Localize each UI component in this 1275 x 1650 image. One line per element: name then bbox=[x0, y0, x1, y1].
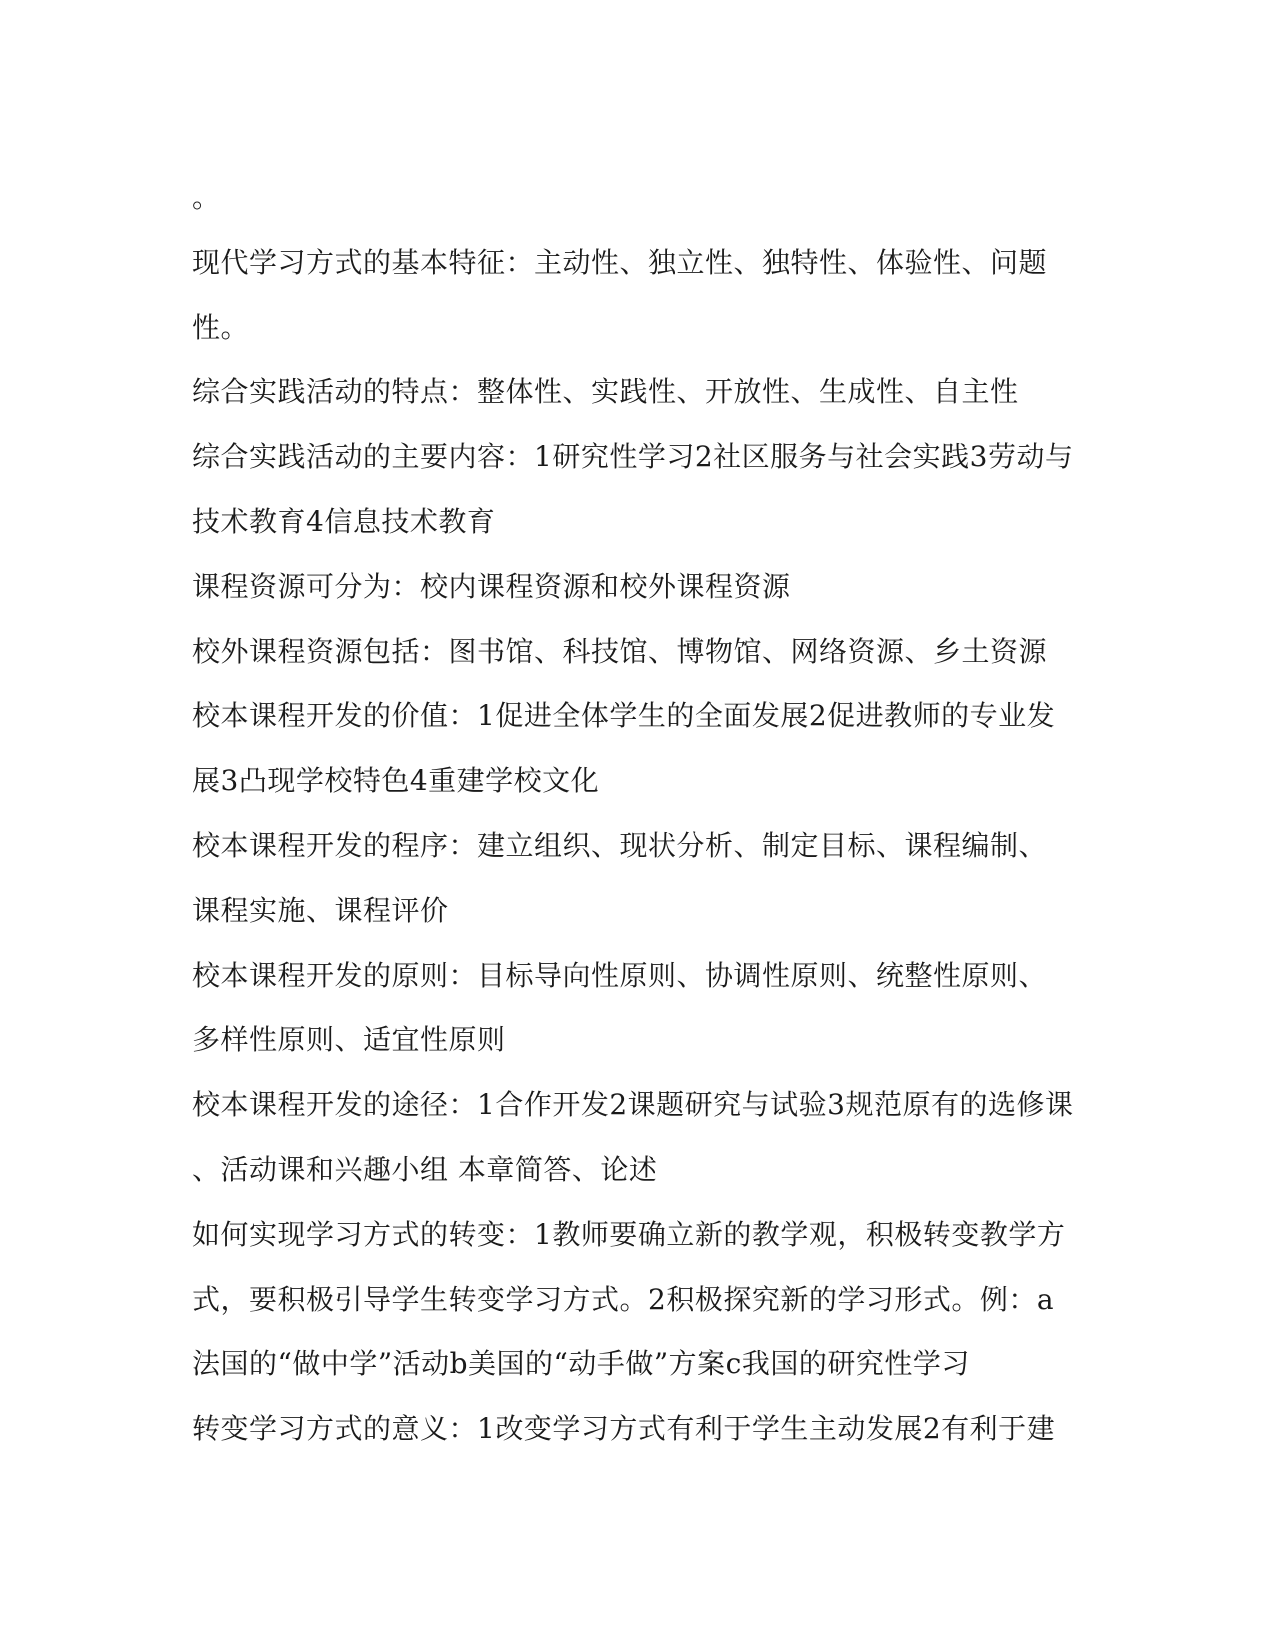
text-line: 。 bbox=[192, 181, 221, 214]
text-line: 校外课程资源包括：图书馆、科技馆、博物馆、网络资源、乡土资源 bbox=[192, 634, 1048, 668]
text-line: 技术教育4信息技术教育 bbox=[192, 504, 496, 538]
text-line: 式，要积极引导学生转变学习方式。2积极探究新的学习形式。例：a bbox=[192, 1282, 1055, 1316]
text-line: 如何实现学习方式的转变：1教师要确立新的教学观，积极转变教学方 bbox=[192, 1217, 1066, 1251]
text-line: 综合实践活动的主要内容：1研究性学习2社区服务与社会实践3劳动与 bbox=[192, 440, 1074, 474]
text-line: 、活动课和兴趣小组 本章简答、论述 bbox=[192, 1152, 658, 1186]
text-line: 性。 bbox=[192, 310, 250, 344]
text-line: 课程资源可分为：校内课程资源和校外课程资源 bbox=[192, 569, 791, 603]
text-line: 多样性原则、适宜性原则 bbox=[192, 1023, 506, 1057]
text-line: 校本课程开发的原则：目标导向性原则、协调性原则、统整性原则、 bbox=[192, 958, 1048, 992]
text-line: 现代学习方式的基本特征：主动性、独立性、独特性、体验性、问题 bbox=[192, 245, 1048, 279]
text-line: 综合实践活动的特点：整体性、实践性、开放性、生成性、自主性 bbox=[192, 375, 1019, 409]
text-line: 校本课程开发的价值：1促进全体学生的全面发展2促进教师的专业发 bbox=[192, 699, 1056, 733]
text-line: 校本课程开发的程序：建立组织、现状分析、制定目标、课程编制、 bbox=[192, 828, 1048, 862]
text-line: 课程实施、课程评价 bbox=[192, 893, 449, 927]
text-line: 校本课程开发的途径：1合作开发2课题研究与试验3规范原有的选修课 bbox=[192, 1088, 1074, 1122]
text-line: 法国的“做中学”活动b美国的“动手做”方案c我国的研究性学习 bbox=[192, 1347, 970, 1381]
text-line: 展3凸现学校特色4重建学校文化 bbox=[192, 764, 600, 798]
document-text bbox=[192, 166, 1092, 1462]
text-line: 转变学习方式的意义：1改变学习方式有利于学生主动发展2有利于建 bbox=[192, 1412, 1056, 1446]
